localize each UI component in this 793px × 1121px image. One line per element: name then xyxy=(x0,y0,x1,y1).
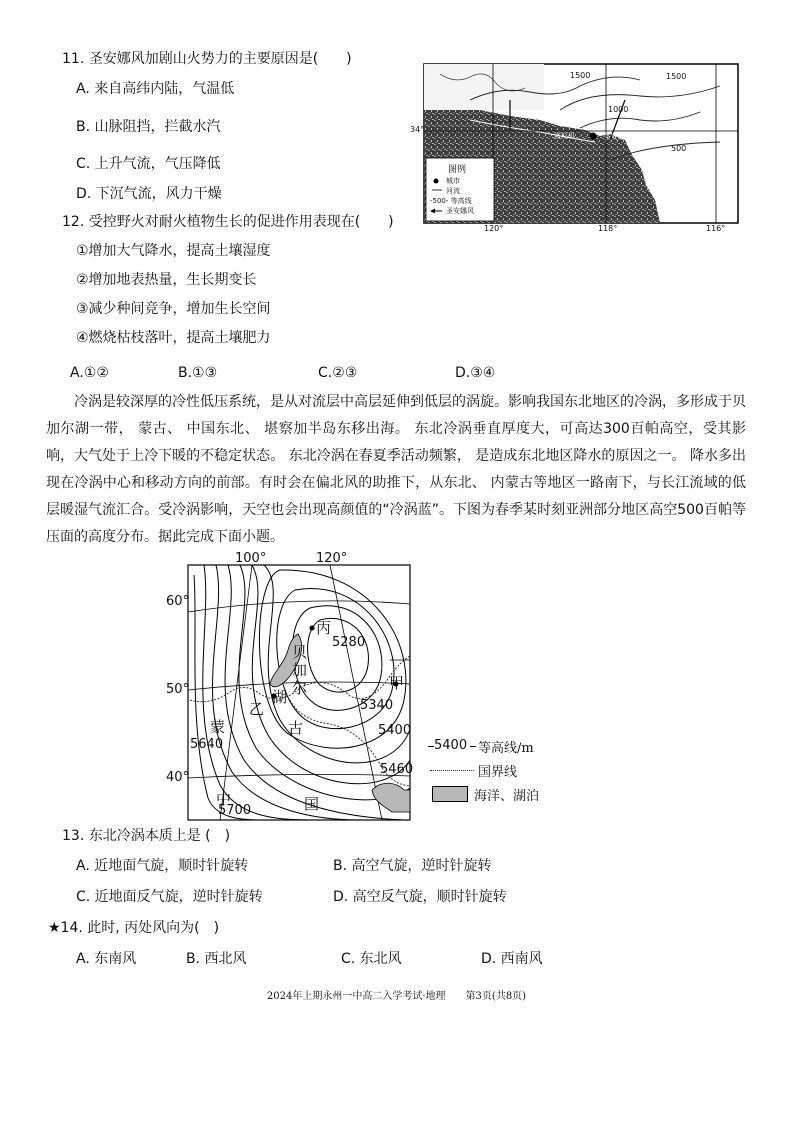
map2-contour-5280: 5280 xyxy=(332,635,366,650)
q12-option-a: A.①② xyxy=(70,365,109,381)
q12-item-1: ①增加大气降水，提高土壤湿度 xyxy=(76,243,271,259)
santa-ana-map xyxy=(410,60,750,236)
q13-option-a: A. 近地面气旋，顺时针旋转 xyxy=(76,858,249,874)
q13-option-b: B. 高空气旋，逆时针旋转 xyxy=(333,858,492,874)
q14-option-c: C. 东北风 xyxy=(341,951,402,967)
map2-lat-50: 50° xyxy=(166,682,190,697)
map1-lat-34: 34° xyxy=(410,125,425,134)
q11-stem: 11. 圣安娜风加剧山火势力的主要原因是( ) xyxy=(62,51,352,67)
map1-contour-1500-b: 1500 xyxy=(666,72,687,81)
map1-lon-118: 118° xyxy=(598,224,618,233)
q12-option-d: D.③④ xyxy=(455,365,496,381)
q14-stem: ★14. 此时, 丙处风向为( ) xyxy=(48,920,220,936)
q12-stem: 12. 受控野火对耐火植物生长的促进作用表现在( ) xyxy=(62,214,394,230)
map2-lon-120: 120° xyxy=(316,551,348,566)
map2-lat-40: 40° xyxy=(166,770,190,785)
map2-label-hu: 湖 xyxy=(272,688,288,706)
q12-option-c: C.②③ xyxy=(318,365,358,381)
map1-legend-contour: -500- 等高线 xyxy=(430,197,472,205)
map2-label-guo: 国 xyxy=(304,795,320,813)
map2-label-meng: 蒙 xyxy=(210,718,226,736)
map2-label-yi: 乙 xyxy=(249,700,265,718)
q11-option-a: A. 来自高纬内陆，气温低 xyxy=(76,81,235,97)
legend-contour-text: 等高线/m xyxy=(478,741,534,756)
map1-contour-500: 500 xyxy=(671,144,687,153)
q13-option-d: D. 高空反气旋，顺时针旋转 xyxy=(333,889,507,905)
legend-border-text: 国界线 xyxy=(478,765,518,780)
map2-contour-5340: 5340 xyxy=(360,698,394,713)
map1-lon-116: 116° xyxy=(706,224,726,233)
map1-legend-river: 河流 xyxy=(446,187,460,195)
map2-label-er: 尔 xyxy=(292,679,308,697)
q13-option-c: C. 近地面反气旋，逆时针旋转 xyxy=(76,889,263,905)
q13-stem: 13. 东北冷涡本质上是 ( ) xyxy=(62,828,231,844)
map2-label-gu: 古 xyxy=(288,719,304,737)
map1-wind-label: 圣安娜 xyxy=(604,133,625,141)
q14-option-b: B. 西北风 xyxy=(186,951,247,967)
legend-sea-symbol xyxy=(432,786,468,802)
map2-contour-5700: 5700 xyxy=(218,803,252,818)
map2-label-jia: 甲 xyxy=(389,674,405,692)
map2-contour-5460: 5460 xyxy=(380,762,414,777)
map2-label-zhong: 中 xyxy=(216,790,232,808)
q14-option-a: A. 东南风 xyxy=(76,951,137,967)
cold-vortex-map xyxy=(160,550,560,825)
q11-option-d: D. 下沉气流，风力干燥 xyxy=(76,186,222,202)
legend-sea-text: 海洋、湖泊 xyxy=(474,789,540,804)
legend-contour-value: 5400 xyxy=(434,738,468,753)
map1-legend-city: 城市 xyxy=(446,177,460,185)
legend-contour-dash-right xyxy=(470,746,476,747)
map2-lat-60: 60° xyxy=(166,594,190,609)
map1-legend-wind: 圣安娜风 xyxy=(446,207,474,215)
q14-option-d: D. 西南风 xyxy=(481,951,543,967)
passage-text: 冷涡是较深厚的冷性低压系统，是从对流层中高层延伸到低层的涡旋。影响我国东北地区的冷涡，多形成于贝加尔湖一带， 蒙古、 中国东北、 堪察加半岛东移出海。 东北冷涡垂直厚度大，可高达300百帕高空，受其影响，大气处于上冷下暖的不稳定状态。 东北冷涡在春夏季活动频繁， 是造成东北地区降水的原因之一。 降水多出现在冷涡中心和移动方向的前部。有时会在偏北风的助推下，从东北、 内蒙古等地区一路南下，与长江流域的低层暖湿气流汇合。受冷涡影响，天空也会出现高颜值的“冷涡蓝”。下图为春季某时刻亚洲部分地区高空500百帕等压面的高度分布。据此完成下面小题。 xyxy=(46,394,746,545)
map1-lon-120: 120° xyxy=(484,224,504,233)
map2-contour-5400: 5400 xyxy=(378,723,412,738)
map2-label-bei: 贝 xyxy=(292,643,308,661)
map2-label-bing: 丙 xyxy=(316,619,332,637)
map2-contour-5640: 5640 xyxy=(190,737,224,752)
map1-contour-1500-a: 1500 xyxy=(570,71,591,80)
q12-option-b: B.①③ xyxy=(178,365,218,381)
map2-label-jia2: 加 xyxy=(292,661,308,679)
q11-option-b: B. 山脉阻挡，拦截水汽 xyxy=(76,119,221,135)
q12-item-4: ④燃烧枯枝落叶，提高土壤肥力 xyxy=(76,330,271,346)
q12-item-3: ③减少种间竞争，增加生长空间 xyxy=(76,301,271,317)
map1-legend-title: 图例 xyxy=(448,165,467,175)
q11-option-c: C. 上升气流，气压降低 xyxy=(76,156,221,172)
map2-lon-100: 100° xyxy=(235,551,267,566)
legend-border-symbol xyxy=(430,770,474,771)
q12-item-2: ②增加地表热量，生长期变长 xyxy=(76,272,257,288)
page-footer: 2024年上期永州一中高二入学考试·地理 第3页(共8页) xyxy=(266,991,527,1002)
map1-contour-1000: 1000 xyxy=(608,105,629,114)
map1-city-label: 洛杉矶 xyxy=(554,132,575,140)
